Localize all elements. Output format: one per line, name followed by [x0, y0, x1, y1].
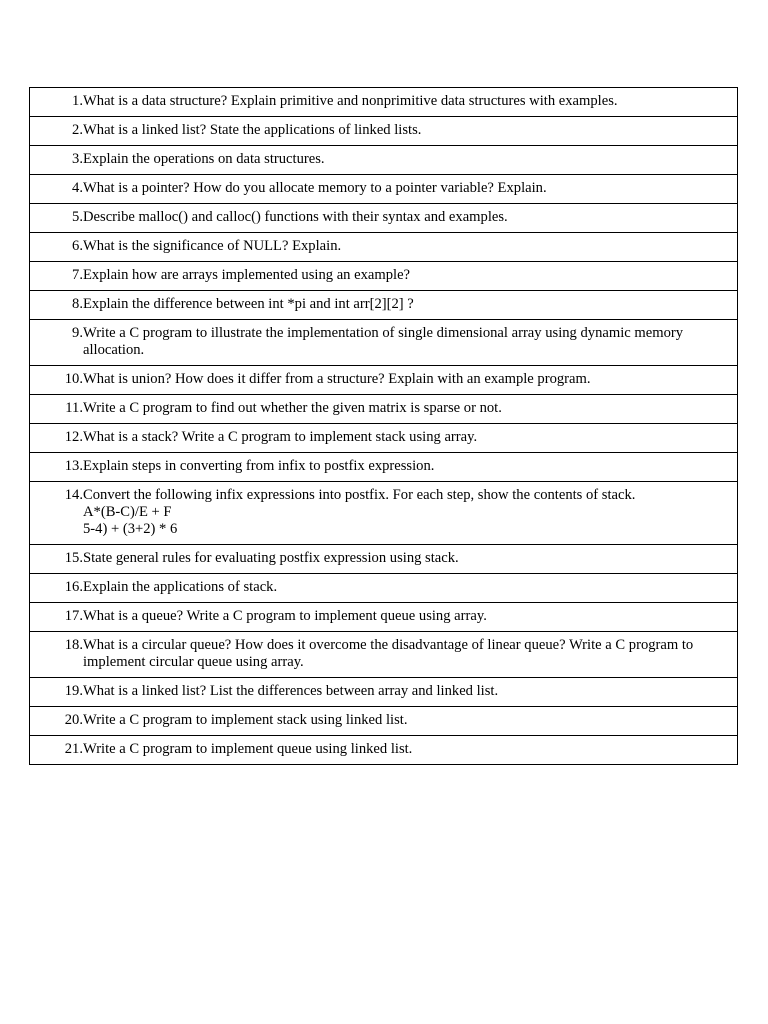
question-number: 6.	[72, 238, 83, 254]
question-number: 9.	[72, 325, 83, 341]
question-number: 11.	[65, 400, 83, 416]
question-number: 5.	[72, 209, 83, 225]
question-row-7	[30, 262, 737, 291]
question-text: Explain the operations on data structures.	[83, 151, 325, 167]
question-text: Explain the applications of stack.	[83, 579, 278, 595]
question-table	[29, 87, 738, 765]
question-text: Explain the difference between int *pi and int arr[2][2] ?	[83, 296, 414, 312]
question-text: What is the significance of NULL? Explain.	[83, 238, 342, 254]
question-number: 2.	[72, 122, 83, 138]
question-number: 12.	[64, 429, 83, 445]
question-text: Convert the following infix expressions into postfix. For each step, show the contents of stack.	[83, 487, 636, 503]
question-row-15	[30, 545, 737, 574]
question-number: 17.	[64, 608, 83, 624]
question-row-11	[30, 395, 737, 424]
question-text: What is union? How does it differ from a structure? Explain with an example program.	[83, 371, 591, 387]
question-text: What is a pointer? How do you allocate memory to a pointer variable? Explain.	[83, 180, 547, 196]
question-number: 7.	[72, 267, 83, 283]
question-text: State general rules for evaluating postfix expression using stack.	[83, 550, 459, 566]
question-row-5	[30, 204, 737, 233]
question-text: Explain steps in converting from infix to postfix expression.	[83, 458, 435, 474]
question-row-2	[30, 117, 737, 146]
question-number: 16.	[64, 579, 83, 595]
question-row-8	[30, 291, 737, 320]
question-row-19	[30, 678, 737, 707]
question-row-14	[30, 482, 737, 545]
question-text: What is a linked list? State the applications of linked lists.	[83, 122, 422, 138]
question-number: 4.	[72, 180, 83, 196]
question-number: 15.	[64, 550, 83, 566]
question-number: 14.	[64, 487, 83, 503]
question-text: Write a C program to implement queue using linked list.	[83, 741, 413, 757]
question-number: 19.	[64, 683, 83, 699]
question-row-17	[30, 603, 737, 632]
question-row-18	[30, 632, 737, 678]
question-row-21	[30, 736, 737, 764]
question-row-3	[30, 146, 737, 175]
question-number: 10.	[64, 371, 83, 387]
question-number: 13.	[64, 458, 83, 474]
question-text: Explain how are arrays implemented using an example?	[83, 267, 411, 283]
question-number: 21.	[64, 741, 83, 757]
expression-line: 5-4) + (3+2) * 6	[83, 521, 178, 537]
question-text: Describe malloc() and calloc() functions with their syntax and examples.	[83, 209, 508, 225]
question-number: 1.	[72, 93, 83, 109]
question-number: 3.	[72, 151, 83, 167]
question-text: Write a C program to find out whether the given matrix is sparse or not.	[83, 400, 502, 416]
question-row-10	[30, 366, 737, 395]
question-text: What is a data structure? Explain primitive and nonprimitive data structures with examples.	[83, 93, 618, 109]
question-text: What is a circular queue? How does it overcome the disadvantage of linear queue? Write a C program to implement circular queue using array.	[83, 637, 694, 670]
question-row-20	[30, 707, 737, 736]
question-text: Write a C program to illustrate the implementation of single dimensional array using dynamic memory allocation.	[83, 325, 684, 358]
question-number: 18.	[64, 637, 83, 653]
question-text: Write a C program to implement stack using linked list.	[83, 712, 408, 728]
question-text: What is a linked list? List the differences between array and linked list.	[83, 683, 499, 699]
question-row-6	[30, 233, 737, 262]
expression-line: A*(B-C)/E + F	[83, 504, 172, 520]
question-number: 20.	[64, 712, 83, 728]
question-row-12	[30, 424, 737, 453]
question-number: 8.	[72, 296, 83, 312]
question-row-1	[30, 88, 737, 117]
question-text: What is a stack? Write a C program to implement stack using array.	[83, 429, 478, 445]
question-row-16	[30, 574, 737, 603]
question-row-9	[30, 320, 737, 366]
question-text: What is a queue? Write a C program to implement queue using array.	[83, 608, 487, 624]
question-row-13	[30, 453, 737, 482]
question-row-4	[30, 175, 737, 204]
